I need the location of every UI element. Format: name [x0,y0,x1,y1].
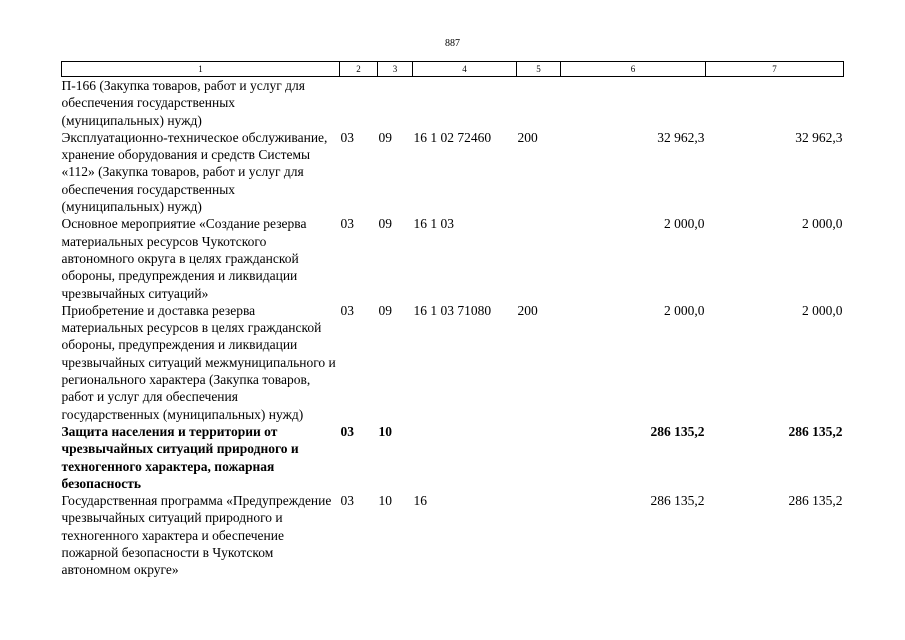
amount-year-1: 286 135,2 [650,423,705,439]
expense-type-code [517,77,561,129]
amount-year-1 [561,77,706,129]
header-row [62,62,844,77]
subsection-code: 09 [378,216,392,232]
section-code: 03 [340,129,354,145]
subsection-code: 10 [378,423,392,439]
table-row [62,302,844,423]
subsection-code: 09 [378,302,392,318]
item-name: Защита населения и территории от чрезвычайных ситуаций природного и техногенного характера, пожарная безопасность [61,423,299,491]
column-header: 5 [517,62,561,77]
subsection-code [378,77,413,129]
column-header: 3 [378,62,413,77]
table-row [62,215,844,301]
column-header: 4 [413,62,517,77]
amount-year-1: 32 962,3 [657,129,705,145]
section-code: 03 [340,423,354,439]
amount-year-2: 32 962,3 [795,129,843,145]
item-name: П-166 (Закупка товаров, работ и услуг для обеспечения государственных (муниципальных) нужд) [61,78,305,128]
section-code: 03 [340,216,354,232]
column-header: 7 [706,62,844,77]
expense-type-code: 200 [517,129,538,145]
column-header: 6 [561,62,706,77]
item-name: Приобретение и доставка резерва материальных ресурсов в целях гражданской обороны, предупреждения и ликвидации чрезвычайных ситуаций межмуниципального и регионального характера (Закупка товаров, работ и услуг для обеспечения государственных (муниципальных) нужд) [61,302,336,422]
amount-year-2: 286 135,2 [788,493,843,509]
expense-type-code [517,215,561,301]
expense-type-code [517,492,561,578]
amount-year-2 [706,77,844,129]
section-code: 03 [340,302,354,318]
section-code [340,77,378,129]
target-article-code: 16 1 02 72460 [413,129,492,145]
section-code: 03 [340,493,354,509]
target-article-code: 16 1 03 71080 [413,302,492,318]
subsection-code: 09 [378,129,392,145]
target-article-code: 16 [413,493,427,509]
page-number: 887 [445,38,460,49]
table-row [62,77,844,129]
expense-type-code [517,423,561,492]
target-article-code [413,77,517,129]
column-header: 1 [62,62,340,77]
item-name: Основное мероприятие «Создание резерва материальных ресурсов Чукотского автономного округа в целях гражданской обороны, предупреждения и ликвидации чрезвычайных ситуаций» [61,216,307,301]
column-header: 2 [340,62,378,77]
table-row [62,492,844,578]
target-article-code: 16 1 03 [413,216,454,232]
amount-year-2: 286 135,2 [788,423,843,439]
table-row [62,423,844,492]
subsection-code: 10 [378,493,392,509]
item-name: Эксплуатационно-техническое обслуживание, хранение оборудования и средств Системы «112» (Закупка товаров, работ и услуг для обеспечения государственных (муниципальных) нужд) [61,129,328,215]
target-article-code [413,423,517,492]
amount-year-1: 286 135,2 [650,493,705,509]
amount-year-1: 2 000,0 [664,216,705,232]
expense-type-code: 200 [517,302,538,318]
table-row [62,129,844,215]
amount-year-2: 2 000,0 [802,302,843,318]
item-name: Государственная программа «Предупреждение чрезвычайных ситуаций природного и техногенного характера и обеспечение пожарной безопасности в Чукотском автономном округе» [61,493,332,578]
amount-year-1: 2 000,0 [664,302,705,318]
amount-year-2: 2 000,0 [802,216,843,232]
budget-table [61,61,844,579]
